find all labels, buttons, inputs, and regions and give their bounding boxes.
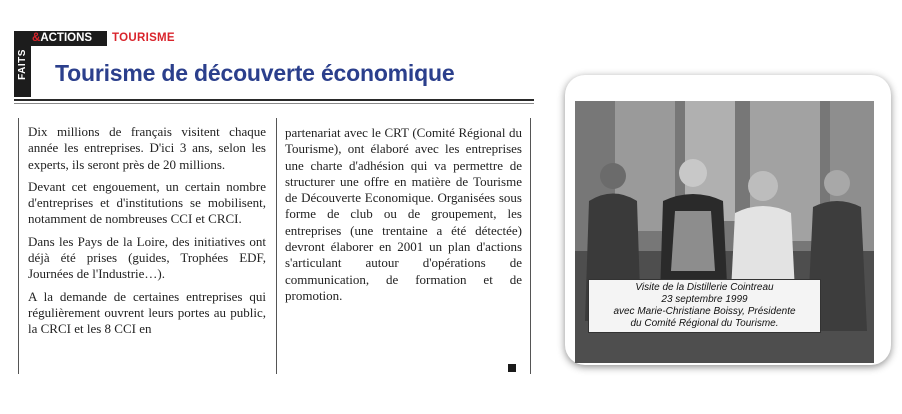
- section-box: [31, 31, 107, 46]
- paragraph: Devant cet engouement, un certain nombre d'entreprises et d'institutions se mobilisent, notamment de nombreuses CCI et CRCI.: [28, 178, 266, 227]
- text-column-1: [28, 124, 266, 344]
- paragraph: Dix millions de français visitent chaque année les entreprises. D'ici 3 ans, selon les experts, ils seront près de 20 millions.: [28, 124, 266, 172]
- caption-line: 23 septembre 1999: [661, 294, 748, 305]
- caption-line: avec Marie-Christiane Boissy, Présidente: [613, 306, 796, 317]
- photo-caption: [588, 279, 821, 333]
- vertical-tab-label: FAITS: [17, 48, 28, 80]
- section-tab-vertical: [14, 31, 31, 97]
- article-header: [8, 27, 538, 107]
- page-title: Tourisme de découverte économique: [55, 60, 455, 86]
- column-divider: [276, 118, 277, 374]
- paragraph: partenariat avec le CRT (Comité Régional du Tourisme), ont élaboré avec les entreprises une charte d'adhésion qui va permettre de structurer une offre en matière de Tourisme de Découverte Economique. Organisées sous forme de club ou de groupement, les entreprises (une trentaine a été détectée) devront élaborer en 2001 un plan d'actions s'articulant autour d'opérations de communication, de formation et de promotion.: [285, 125, 522, 303]
- column-divider: [530, 118, 531, 374]
- caption-line: du Comité Régional du Tourisme.: [630, 318, 779, 329]
- title-rule: [14, 99, 534, 101]
- paragraph: A la demande de certaines entreprises qui régulièrement ouvrent leurs portes au public, la CRCI et les 8 CCI en: [28, 288, 266, 337]
- section-box-label: ACTIONS: [40, 32, 93, 44]
- paragraph: Dans les Pays de la Loire, des initiatives ont déjà été prises (guides, Trophées EDF, Journées de l'Industrie…).: [28, 233, 266, 282]
- caption-line: Visite de la Distillerie Cointreau: [635, 282, 774, 293]
- title-rule-thin: [14, 103, 534, 104]
- group-photo: [575, 101, 874, 363]
- ampersand: &: [32, 32, 41, 44]
- end-of-article-mark: [508, 364, 516, 372]
- photo-card: [565, 75, 891, 365]
- section-label: TOURISME: [112, 32, 175, 44]
- column-divider: [18, 118, 19, 374]
- text-column-2: [285, 125, 522, 310]
